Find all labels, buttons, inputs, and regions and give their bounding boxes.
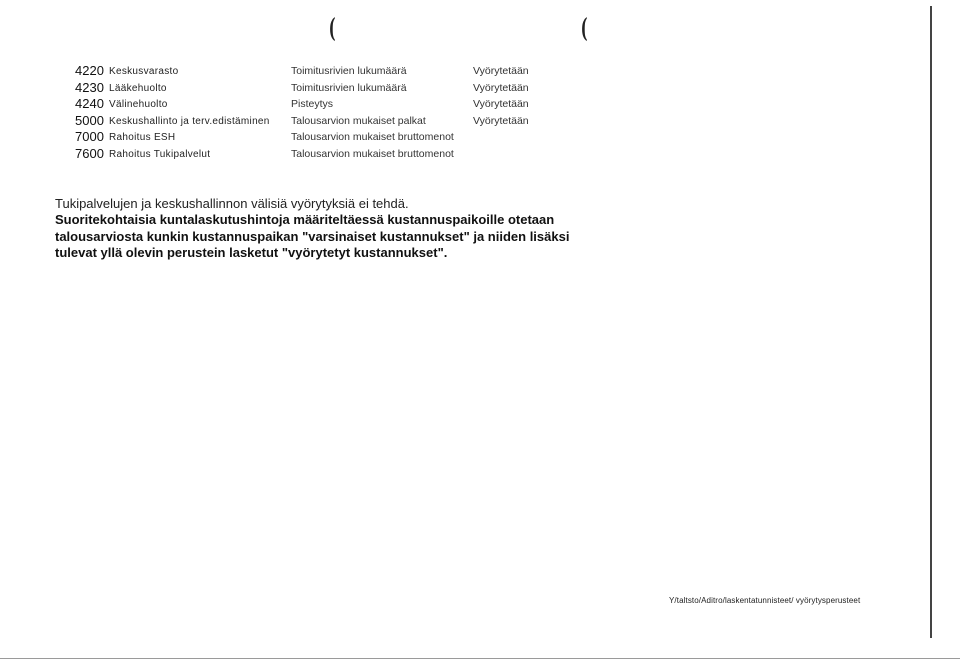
allocation-action: Vyörytetään: [473, 114, 529, 127]
bottom-edge-line: [0, 658, 960, 659]
cost-center-name: Välinehuolto: [109, 99, 168, 111]
cost-center-code: 7600: [75, 145, 104, 161]
binder-mark-left: (: [328, 14, 336, 44]
binder-mark-right: (: [580, 14, 588, 44]
allocation-basis: Toimitusrivien lukumäärä: [291, 81, 407, 94]
table-row: [0, 129, 960, 146]
cost-center-code: 4230: [75, 79, 104, 95]
allocation-basis: Toimitusrivien lukumäärä: [291, 65, 407, 77]
paragraph-line: Suoritekohtaisia kuntalaskutushintoja määriteltäessä kustannuspaikoille otetaan: [55, 212, 555, 227]
allocation-basis: Talousarvion mukaiset bruttomenot: [291, 131, 454, 144]
explanation-paragraph: [55, 196, 615, 262]
cost-center-name: Rahoitus ESH: [109, 132, 176, 144]
allocation-action: Vyörytetään: [473, 81, 529, 94]
cost-center-code: 7000: [75, 129, 104, 145]
cost-center-name: Keskusvarasto: [109, 66, 179, 77]
cost-center-code: 4220: [75, 63, 104, 78]
cost-center-name: Rahoitus Tukipalvelut: [109, 148, 211, 160]
paragraph-line: Tukipalvelujen ja keskushallinnon välisiä vyörytyksiä ei tehdä.: [55, 196, 409, 211]
cost-center-name: Keskushallinto ja terv.edistäminen: [109, 115, 270, 127]
paragraph-line: tulevat yllä olevin perustein lasketut "vyörytetyt kustannukset".: [55, 245, 448, 260]
allocation-action: Vyörytetään: [473, 65, 529, 77]
allocation-basis: Talousarvion mukaiset bruttomenot: [291, 147, 454, 160]
table-row: [0, 113, 960, 130]
file-path-footer: Y/taltsto/Aditro/laskentatunnisteet/ vyörytysperusteet: [669, 596, 861, 605]
cost-center-code: 5000: [75, 112, 104, 128]
cost-center-code: 4240: [75, 96, 104, 112]
table-row: [0, 63, 960, 80]
cost-center-name: Lääkehuolto: [109, 82, 167, 94]
allocation-action: Vyörytetään: [473, 98, 529, 111]
allocation-basis: Talousarvion mukaiset palkat: [291, 114, 426, 127]
table-row: [0, 146, 960, 163]
table-row: [0, 80, 960, 97]
paragraph-line: talousarviosta kunkin kustannuspaikan "varsinaiset kustannukset" ja niiden lisäksi: [55, 228, 570, 244]
table-row: [0, 96, 960, 113]
allocation-table: [0, 63, 960, 163]
allocation-basis: Pisteytys: [291, 98, 334, 111]
